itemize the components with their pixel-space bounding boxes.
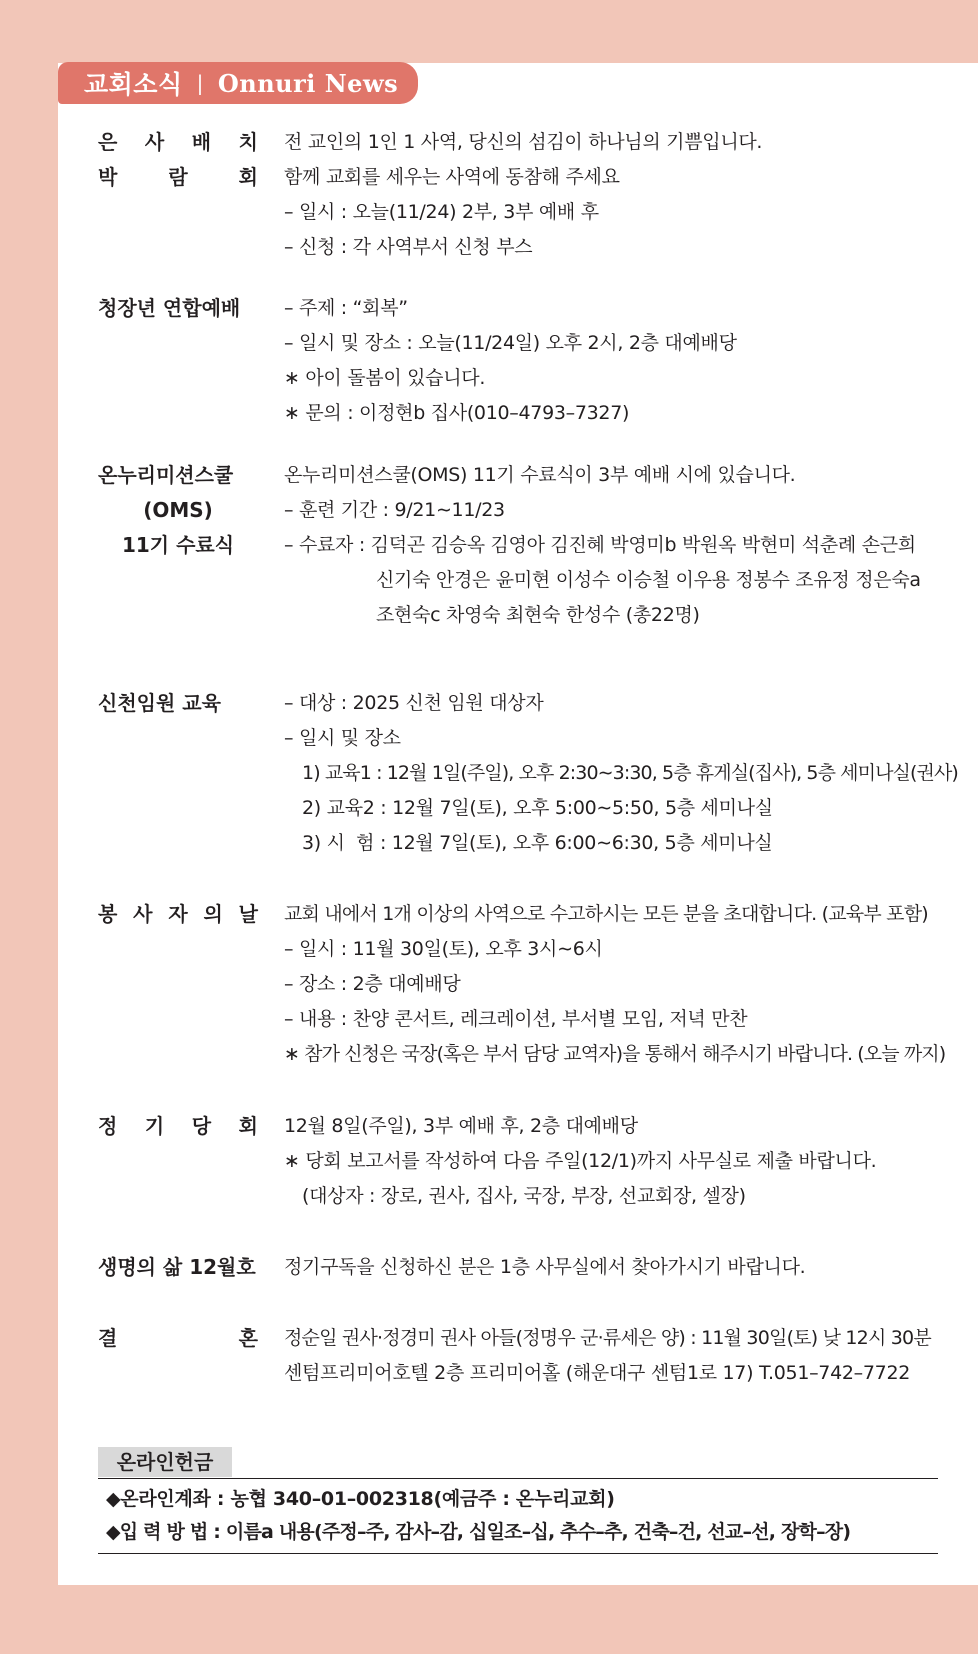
header-separator: |: [196, 71, 204, 95]
body-line: – 일시 : 11월 30일(토), 오후 3시∼6시: [284, 938, 603, 960]
body-line: – 훈련 기간 : 9/21∼11/23: [284, 499, 505, 521]
label-line-spaced: [98, 897, 258, 932]
body-line: ∗ 문의 : 이정현b 집사(010–4793–7327): [284, 402, 630, 424]
body-line: 2) 교육2 : 12월 7일(토), 오후 5:00∼5:50, 5층 세미나실: [302, 797, 773, 819]
body-line: – 신청 : 각 사역부서 신청 부스: [284, 236, 533, 258]
body-line: 신기숙 안경은 윤미현 이성수 이승철 이우용 정봉수 조유정 정은숙a: [376, 569, 921, 591]
label-char: 박: [98, 165, 118, 189]
item-body: [284, 291, 974, 431]
label-char: 자: [168, 902, 188, 926]
item-label: [98, 291, 258, 326]
label-line-spaced: [98, 1321, 258, 1356]
body-line: – 일시 : 오늘(11/24) 2부, 3부 예배 후: [284, 201, 599, 223]
body-line: 12월 8일(주일), 3부 예배 후, 2층 대예배당: [284, 1115, 638, 1137]
body-line: – 장소 : 2층 대예배당: [284, 973, 461, 995]
body-line: (대상자 : 장로, 권사, 집사, 국장, 부장, 선교회장, 셀장): [302, 1185, 746, 1207]
item-label: [98, 1109, 258, 1144]
body-line: 정순일 권사·정경미 권사 아들(정명우 군·류세은 양) : 11월 30일(토) 낮 12시 30분: [284, 1327, 931, 1349]
item-label: [98, 125, 258, 195]
body-line: 3) 시 험 : 12월 7일(토), 오후 6:00∼6:30, 5층 세미나실: [302, 832, 773, 854]
label-char: 배: [191, 130, 212, 154]
online-account-line: ◆온라인계좌 : 농협 340–01–002318(예금주 : 온누리교회): [106, 1488, 615, 1510]
body-line: – 수료자 : 김덕곤 김승옥 김영아 김진혜 박영미b 박원옥 박현미 석춘례 손근희: [284, 534, 916, 556]
item-label: [98, 1250, 258, 1285]
label-char: 기: [144, 1114, 165, 1138]
body-line: 전 교인의 1인 1 사역, 당신의 섬김이 하나님의 기쁨입니다.: [284, 131, 763, 153]
label-line: 신천임원 교육: [98, 691, 221, 715]
online-top-rule: [98, 1478, 938, 1479]
body-line: 센텀프리미어호텔 2층 프리미어홀 (해운대구 센텀1로 17) T.051–742–7722: [284, 1362, 911, 1384]
item-label: [98, 897, 258, 932]
item-body: [284, 686, 974, 861]
label-line: 생명의 삶 12월호: [98, 1255, 256, 1279]
body-line: ∗ 당회 보고서를 작성하여 다음 주일(12/1)까지 사무실로 제출 바랍니다.: [284, 1150, 877, 1172]
item-label: [98, 1321, 258, 1356]
label-line-spaced: [98, 160, 258, 195]
label-char: 사: [144, 130, 165, 154]
body-line: – 내용 : 찬양 콘서트, 레크레이션, 부서별 모임, 저녁 만찬: [284, 1008, 748, 1030]
label-line-spaced: [98, 125, 258, 160]
body-line: – 대상 : 2025 신천 임원 대상자: [284, 692, 544, 714]
body-line: – 일시 및 장소: [284, 727, 401, 749]
online-method-line: ◆입 력 방 법 : 이름a 내용(주정–주, 감사–감, 십일조–십, 추수–추, 건축–건, 선교–선, 장학–장): [106, 1521, 851, 1543]
item-body: [284, 1250, 974, 1285]
label-char: 회: [238, 165, 258, 189]
body-line: – 일시 및 장소 : 오늘(11/24일) 오후 2시, 2층 대예배당: [284, 332, 737, 354]
online-offering-title: 온라인헌금: [98, 1447, 232, 1477]
body-line: – 주제 : “회복”: [284, 297, 408, 319]
label-char: 치: [238, 130, 258, 154]
label-line: 청장년 연합예배: [98, 296, 241, 320]
label-char: 회: [238, 1114, 258, 1138]
body-line: 조현숙c 차영숙 최현숙 한성수 (총22명): [376, 604, 700, 626]
body-line: 교회 내에서 1개 이상의 사역으로 수고하시는 모든 분을 초대합니다. (교육부 포함): [284, 903, 928, 925]
item-body: [284, 1109, 974, 1214]
label-char: 날: [238, 902, 258, 926]
body-line: ∗ 아이 돌봄이 있습니다.: [284, 367, 486, 389]
body-line: 정기구독을 신청하신 분은 1층 사무실에서 찾아가시기 바랍니다.: [284, 1256, 806, 1278]
header-title-english: Onnuri News: [217, 68, 399, 98]
label-char: 의: [203, 902, 223, 926]
label-char: 람: [168, 165, 188, 189]
body-line: 함께 교회를 세우는 사역에 동참해 주세요: [284, 166, 620, 188]
label-line-spaced: [98, 1109, 258, 1144]
item-body: [284, 1321, 974, 1391]
label-char: 혼: [238, 1326, 258, 1350]
label-char: 당: [191, 1114, 212, 1138]
label-char: 사: [133, 902, 153, 926]
body-line: 1) 교육1 : 12월 1일(주일), 오후 2:30∼3:30, 5층 휴게실(집사), 5층 세미나실(권사): [302, 762, 958, 784]
item-label: [98, 458, 258, 563]
label-char: 봉: [98, 902, 118, 926]
label-char: 정: [98, 1114, 118, 1138]
label-line: (OMS): [143, 498, 213, 522]
online-bottom-rule: [98, 1553, 938, 1554]
item-body: [284, 125, 974, 265]
label-char: 은: [98, 130, 118, 154]
item-body: [284, 458, 974, 633]
item-body: [284, 897, 974, 1072]
item-label: [98, 686, 258, 721]
label-line: 온누리미션스쿨: [98, 463, 234, 487]
body-line: ∗ 참가 신청은 국장(혹은 부서 담당 교역자)을 통해서 해주시기 바랍니다. (오늘 까지): [284, 1043, 946, 1065]
header-title-korean: 교회소식: [84, 70, 183, 99]
label-line: 11기 수료식: [121, 533, 235, 557]
section-header: [58, 62, 418, 104]
body-line: 온누리미션스쿨(OMS) 11기 수료식이 3부 예배 시에 있습니다.: [284, 464, 796, 486]
label-char: 결: [98, 1326, 118, 1350]
